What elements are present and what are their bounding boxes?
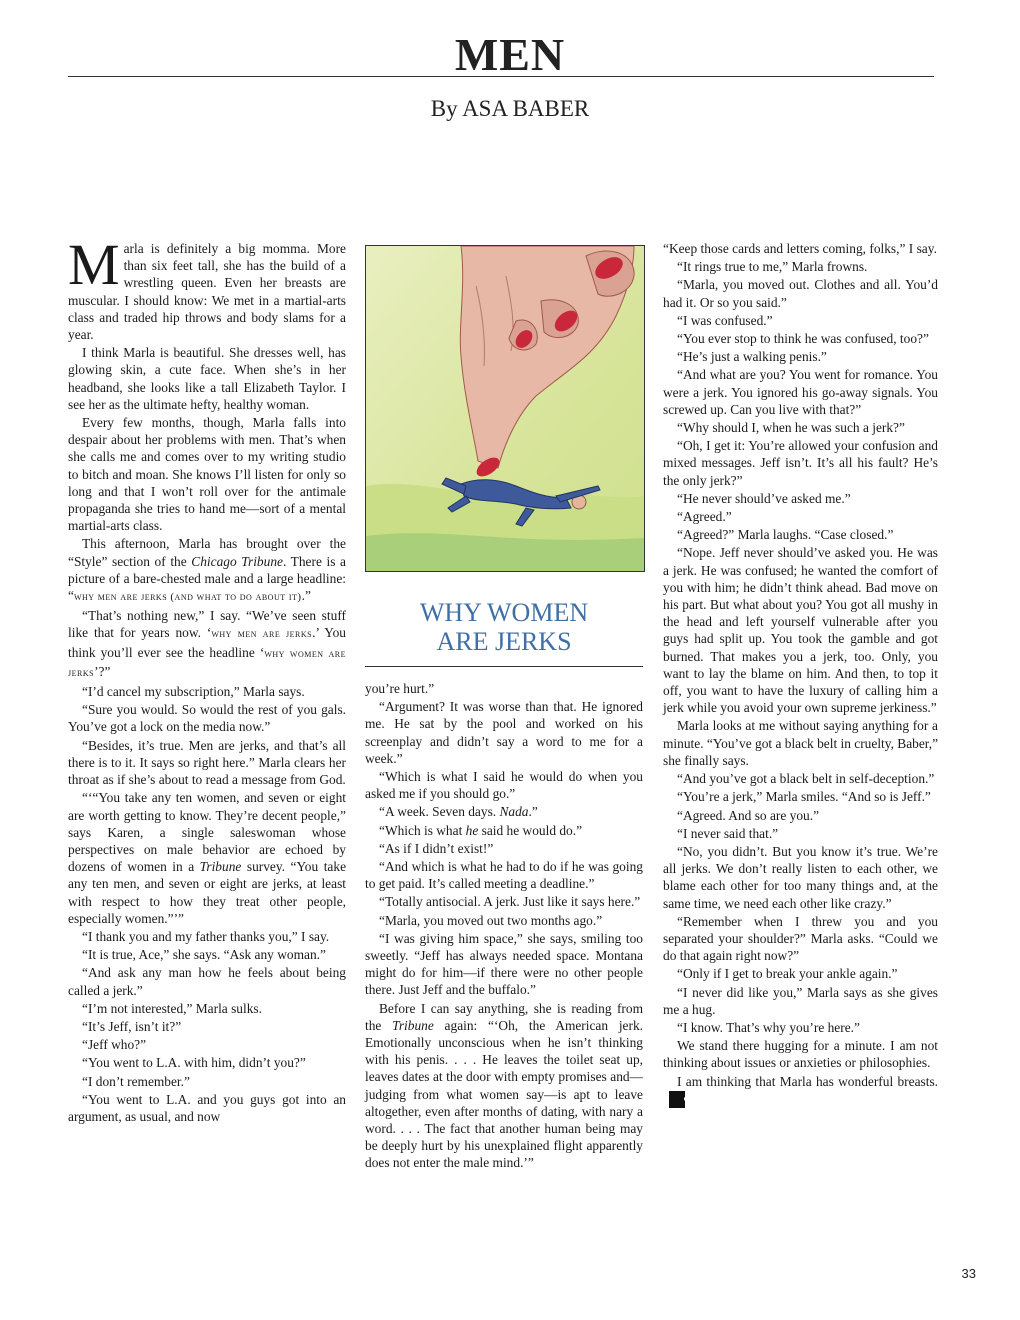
paragraph: “I’d cancel my subscription,” Marla says. [82, 684, 305, 700]
paragraph: “He never should’ve asked me.” [677, 490, 851, 506]
paragraph: “Agreed. And so are you.” [677, 807, 820, 823]
paragraph: “And what are you? You went for romance. You were a jerk. You ignored his go-away signals. You screwed up. Can you live with that?” [663, 367, 938, 417]
paragraph: Marla looks at me without saying anything for a minute. “You’ve got a black belt in cruelty, Baber,” she finally says. [663, 718, 939, 768]
paragraph: “I was confused.” [677, 312, 773, 328]
paragraph: “Agreed.” [677, 509, 732, 525]
paragraph: “It is true, Ace,” she says. “Ask any woman.” [82, 947, 326, 963]
headline-line-1: WHY WOMEN [419, 598, 589, 627]
paragraph: “Agreed?” Marla laughs. “Case closed.” [677, 527, 894, 543]
paragraph: “I never did like you,” Marla says as she gives me a hug. [663, 984, 938, 1017]
paragraph: “Which is what he said he would do.” [379, 822, 583, 838]
paragraph: “Totally antisocial. A jerk. Just like it says here.” [379, 894, 641, 910]
paragraph: “Nope. Jeff never should’ve asked you. He was a jerk. He was confused; he wanted the comfort of you with him; he didn’t think ahead. Bad move on his part. But what about you? You got all mushy in the head and left yourself vulnerable after you guys had split up. You took the gamble and got burned. That makes you a jerk, too. Only, you want to lay the blame on him. And then, to top it off, you want to have the luxury of calling him a jerk while you avoid your own supreme jerkiness.” [663, 545, 938, 716]
illustration-art [366, 246, 644, 571]
paragraph: This afternoon, Marla has brought over the “Style” section of the Chicago Tribune. There is a picture of a bare-chested male and a large headline: “why men are jerks (and what to do about it).” [68, 536, 346, 604]
paragraph: “No, you didn’t. But you know it’s true. We’re all jerks. We don’t really listen to each other, we blame each other for too many things and, at the same time, we need each other like crazy.” [663, 843, 938, 911]
paragraph: Every few months, though, Marla falls into despair about her problems with men. That’s when she calls me and comes over to my writing studio to bitch and moan. She knows I’ll listen for only so long and that I won’t roll over for the antimale propaganda she tries to hand me—sort of a mental martial-arts class. [68, 415, 346, 534]
paragraph: “I know. That’s why you’re here.” [677, 1019, 860, 1035]
paragraph: “I never said that.” [677, 825, 779, 841]
paragraph: “‘“You take any ten women, and seven or eight are worth getting to know. They’re decent people,” says Karen, a single saleswoman whose perspectives on male behavior are echoed by dozens of women in a Tribune survey. “You take any ten men, and seven or eight are jerks, at least with respect to how they treat other people, especially women.”’” [68, 790, 347, 926]
paragraph: “I was giving him space,” she says, smiling too sweetly. “Jeff has always needed space. Montana might do for him—if there were no other people there. Just Jeff and the buffalo.” [365, 930, 643, 998]
paragraph: “You went to L.A. and you guys got into an argument, as usual, and now [68, 1091, 346, 1124]
column-2 [365, 680, 643, 1173]
column-3 [663, 240, 938, 1109]
paragraph: “Besides, it’s true. Men are jerks, and that’s all there is to it. It says so right here.” Marla clears her throat as if she’s about to read a message from God. [68, 737, 346, 788]
paragraph: “You ever stop to think he was confused, too?” [677, 331, 929, 347]
paragraph: “Argument? It was worse than that. He ignored me. He sat by the pool and worked on his screenplay and didn’t say a word to me for a week.” [365, 699, 643, 766]
paragraph: “It rings true to me,” Marla frowns. [677, 259, 868, 275]
byline: By ASA BABER [430, 96, 590, 121]
page-title: MEN [454, 29, 566, 80]
paragraph: “He’s just a walking penis.” [677, 349, 827, 365]
paragraph: “I thank you and my father thanks you,” I say. [82, 928, 330, 944]
paragraph: “Marla, you moved out. Clothes and all. You’d had it. Or so you said.” [663, 277, 938, 310]
paragraph: “Jeff who?” [82, 1037, 147, 1053]
paragraph: “Sure you would. So would the rest of you gals. You’ve got a lock on the media now.” [68, 702, 346, 735]
drop-cap: M [68, 232, 120, 297]
paragraph: “A week. Seven days. Nada.” [379, 804, 538, 820]
paragraph: “That’s nothing new,” I say. “We’ve seen stuff like that for years now. ‘why men are jerks.’ You think you’ll ever see the headline ‘why women are jerks’?” [68, 608, 346, 679]
paragraph: “You went to L.A. with him, didn’t you?” [82, 1055, 306, 1071]
paragraph: Marla is definitely a big momma. More than six feet tall, she has the build of a wrestling queen. Even her breasts are muscular. I should know: We met in a martial-arts class and traded hip throws and body slams for a year. [68, 232, 346, 343]
paragraph: “Marla, you moved out two months ago.” [379, 912, 603, 928]
paragraph: you’re hurt.” [365, 681, 435, 696]
paragraph: “Oh, I get it: You’re allowed your confusion and mixed messages. Jeff isn’t. It’s all his fault? He’s the only jerk?” [663, 438, 938, 488]
paragraph: “As if I didn’t exist!” [379, 840, 494, 856]
paragraph: I think Marla is beautiful. She dresses well, has glowing skin, a cute face. When she’s in her headband, she looks like a tall Elizabeth Taylor. I see her as the ultimate hefty, healthy woman. [68, 345, 346, 412]
paragraph: “Only if I get to break your ankle again.” [677, 966, 898, 982]
paragraph: “You’re a jerk,” Marla smiles. “And so is Jeff.” [677, 789, 931, 805]
paragraph: “Which is what I said he would do when you asked me if you should go.” [365, 769, 643, 802]
illustration [365, 245, 645, 572]
title-rule [68, 76, 934, 77]
column-1 [68, 232, 347, 1126]
paragraph: Before I can say anything, she is reading from the Tribune again: “‘Oh, the American jerk. Emotionally unconscious when he isn’t thinking with his penis. . . . He leaves the toilet seat up, leaves dates at the door with empty promises and—judging from what women say—is apt to leave altogether, even after months of dating, with nary a word. . . . The fact that another human being may be deeply hurt by his unexplained flight apparently does not enter the male mind.’” [365, 1000, 643, 1171]
paragraph: “Why should I, when he was such a jerk?” [677, 420, 905, 436]
paragraph: “It’s Jeff, isn’t it?” [82, 1018, 182, 1034]
paragraph: “And which is what he had to do if he was going to get paid. It’s called meeting a deadline.” [365, 859, 643, 892]
paragraph: “Remember when I threw you and you separated your shoulder?” Marla asks. “Could we do that again right now?” [663, 913, 938, 964]
headline-rule [365, 666, 643, 667]
headline-line-2: ARE JERKS [436, 627, 572, 656]
paragraph: “Keep those cards and letters coming, folks,” I say. [663, 241, 937, 256]
paragraph: We stand there hugging for a minute. I am not thinking about issues or anxieties or philosophies. [663, 1038, 938, 1071]
paragraph: I am thinking that Marla has wonderful breasts.● [663, 1073, 938, 1109]
paragraph: “And you’ve got a black belt in self-deception.” [677, 771, 935, 787]
paragraph: “I don’t remember.” [82, 1073, 190, 1089]
article-headline [365, 598, 643, 656]
paragraph: “And ask any man how he feels about being called a jerk.” [68, 965, 346, 998]
page-number: 33 [961, 1266, 976, 1281]
rabbit-logo-icon: ● [669, 1091, 685, 1108]
paragraph: “I’m not interested,” Marla sulks. [82, 1000, 262, 1016]
